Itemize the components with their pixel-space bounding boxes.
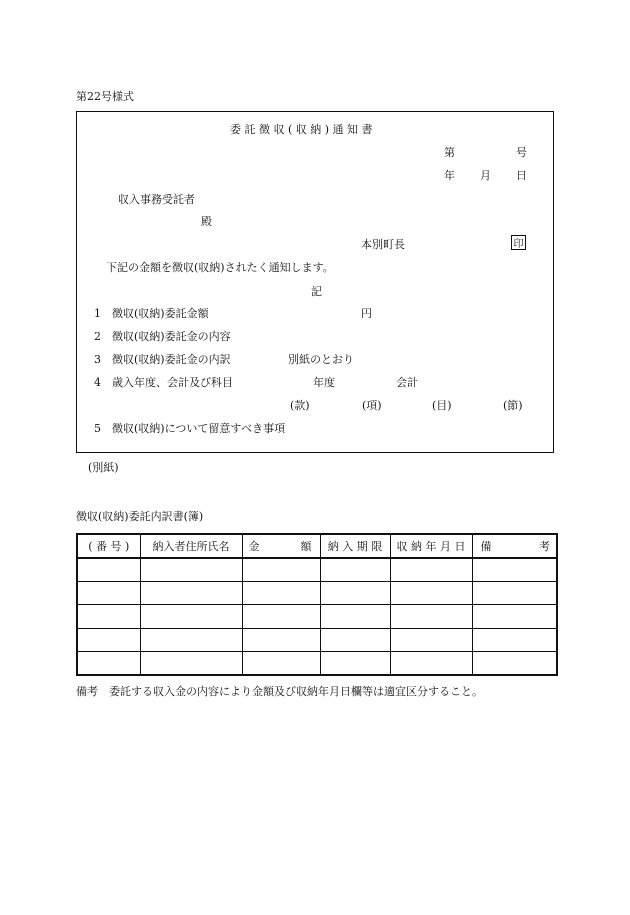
table-cell[interactable] (242, 581, 320, 604)
table-cell[interactable] (77, 558, 140, 581)
number-prefix: 第 (444, 146, 455, 159)
item-3-label: 徴収(収納)委託金の内訳 (112, 353, 231, 366)
table-cell[interactable] (242, 605, 320, 628)
table-cell[interactable] (390, 558, 472, 581)
date-year: 年 (444, 169, 455, 182)
header-amount: 金 額 (242, 534, 320, 558)
table-row (77, 605, 557, 628)
table-cell[interactable] (77, 581, 140, 604)
item-2-label: 徴収(収納)委託金の内容 (112, 330, 231, 343)
table-header-row (77, 534, 557, 558)
item-4-fiscal-year: 年度 (313, 376, 335, 389)
table-cell[interactable] (320, 558, 390, 581)
header-remarks: 備 考 (472, 534, 557, 558)
account-setsu: (節) (503, 399, 523, 412)
item-3-value: 別紙のとおり (288, 353, 354, 366)
table-cell[interactable] (140, 581, 242, 604)
number-suffix: 号 (516, 146, 527, 159)
table-cell[interactable] (242, 652, 320, 675)
ki-label: 記 (311, 285, 322, 298)
table-row (77, 558, 557, 581)
table-row (77, 581, 557, 604)
table-cell[interactable] (472, 581, 557, 604)
table-cell[interactable] (472, 605, 557, 628)
table-cell[interactable] (140, 558, 242, 581)
table-cell[interactable] (472, 558, 557, 581)
seal-mark: 印 (511, 235, 526, 250)
item-1-number: 1 (94, 307, 101, 320)
table-cell[interactable] (390, 652, 472, 675)
table-cell[interactable] (472, 628, 557, 651)
account-kou: (項) (362, 399, 382, 412)
item-1-value: 円 (361, 307, 372, 320)
breakdown-title: 徴収(収納)委託内訳書(簿) (76, 510, 204, 523)
date-month: 月 (480, 169, 491, 182)
table-cell[interactable] (320, 581, 390, 604)
header-number: ( 番 号 ) (77, 534, 140, 558)
table-cell[interactable] (242, 628, 320, 651)
table-cell[interactable] (320, 652, 390, 675)
notice-box (76, 111, 554, 453)
header-due-date: 納 入 期 限 (320, 534, 390, 558)
table-cell[interactable] (320, 605, 390, 628)
item-5-label: 徴収(収納)について留意すべき事項 (112, 422, 286, 435)
table-cell[interactable] (390, 605, 472, 628)
account-moku: (目) (432, 399, 452, 412)
item-4-account: 会計 (396, 376, 418, 389)
table-row (77, 652, 557, 675)
table-cell[interactable] (77, 605, 140, 628)
recipient-label: 収入事務受託者 (118, 193, 195, 206)
table-cell[interactable] (140, 652, 242, 675)
item-4-number: 4 (94, 376, 101, 389)
item-3-number: 3 (94, 353, 101, 366)
issuer-label: 本別町長 (361, 238, 405, 251)
table-cell[interactable] (77, 628, 140, 651)
table-cell[interactable] (140, 628, 242, 651)
form-number: 第22号様式 (76, 90, 134, 103)
table-body (77, 558, 557, 675)
item-2-number: 2 (94, 330, 101, 343)
footnote: 備考 委託する収入金の内容により金額及び収納年月日欄等は適宜区分すること。 (76, 685, 483, 698)
notice-title: 委 託 徴 収 ( 収 納 ) 通 知 書 (230, 123, 373, 136)
item-5-number: 5 (94, 422, 101, 435)
table-cell[interactable] (390, 628, 472, 651)
breakdown-table (76, 533, 558, 676)
header-payer: 納入者住所氏名 (140, 534, 242, 558)
item-1-label: 徴収(収納)委託金額 (112, 307, 209, 320)
table-row (77, 628, 557, 651)
table-cell[interactable] (77, 652, 140, 675)
account-kan: (款) (290, 399, 310, 412)
table-cell[interactable] (390, 581, 472, 604)
body-text: 下記の金額を徴収(収納)されたく通知します。 (106, 261, 334, 274)
date-day: 日 (516, 169, 527, 182)
table-cell[interactable] (472, 652, 557, 675)
table-cell[interactable] (242, 558, 320, 581)
item-4-label: 歳入年度、会計及び科目 (112, 376, 233, 389)
table-cell[interactable] (320, 628, 390, 651)
table-cell[interactable] (140, 605, 242, 628)
header-receipt-date: 収 納 年 月 日 (390, 534, 472, 558)
attachment-label: (別紙) (88, 461, 119, 474)
honorific: 殿 (201, 215, 212, 228)
